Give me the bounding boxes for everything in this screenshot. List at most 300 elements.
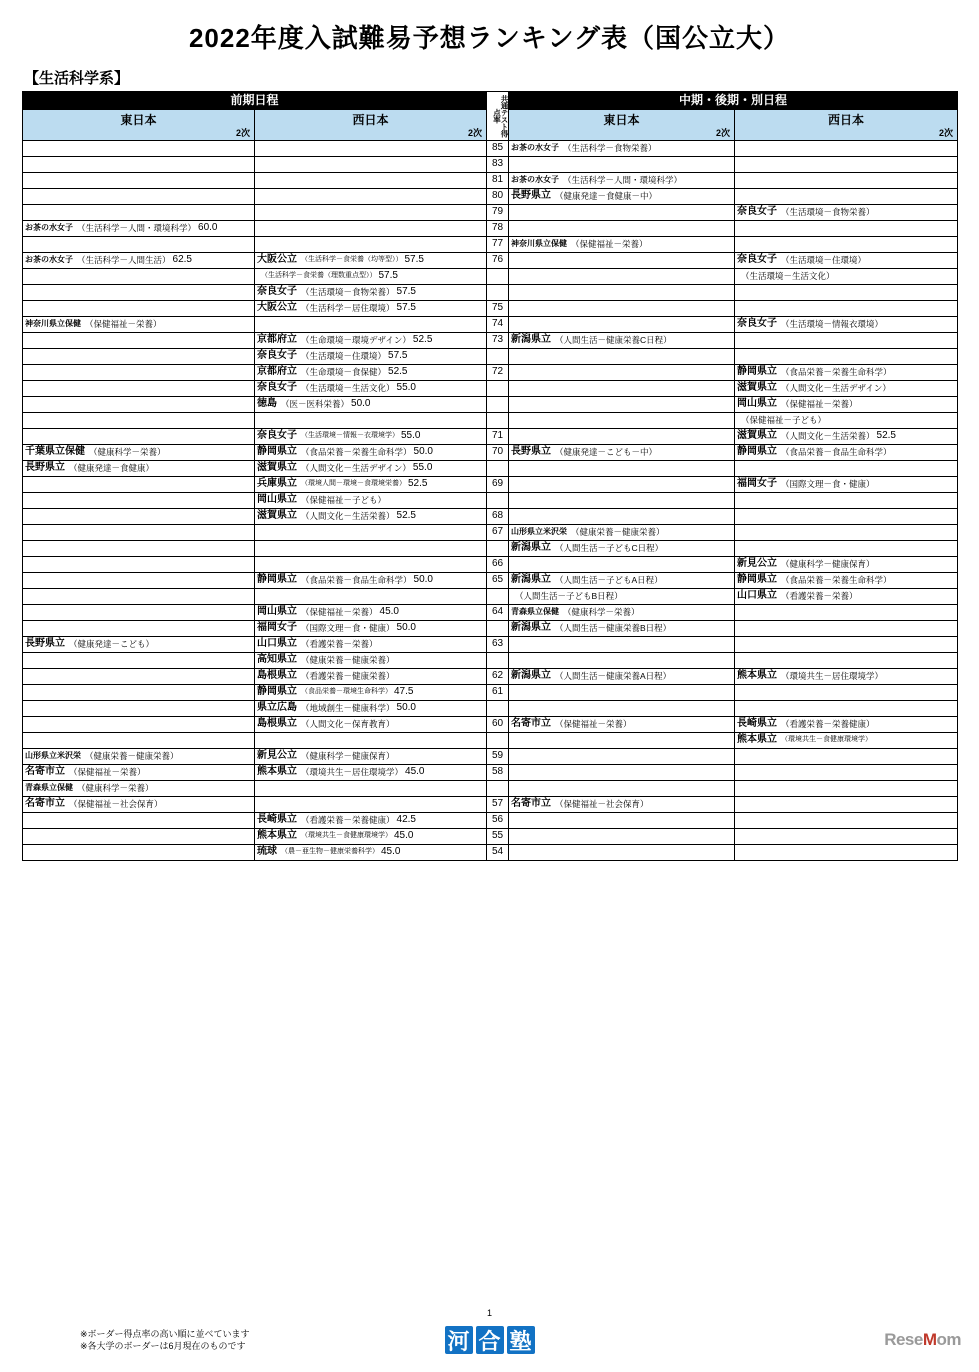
cell-zenki-nishi (255, 365, 487, 381)
faculty-name: （環境共生－居住環境学） (301, 767, 404, 777)
table-row (23, 685, 958, 701)
cell-chuki-higashi (509, 781, 735, 797)
empty-cell (735, 765, 957, 780)
empty-cell (23, 429, 254, 444)
university-name: 長野県立 (511, 446, 552, 457)
cell-chuki-nishi (735, 365, 958, 381)
table-row (23, 173, 958, 189)
entry (511, 525, 667, 539)
university-name: 福岡女子 (257, 622, 297, 633)
empty-cell (255, 173, 486, 188)
entry (737, 477, 877, 491)
cell-chuki-higashi (509, 269, 735, 285)
cell-chuki-higashi (509, 733, 735, 749)
cell-chuki-higashi (509, 365, 735, 381)
faculty-name: （看護栄養－栄養健康） (301, 815, 395, 825)
cell-zenki-nishi (255, 333, 487, 349)
faculty-name: （健康栄養－健康栄養） (85, 751, 179, 761)
faculty-name: （生活科学－人間生活） (77, 255, 171, 265)
table-row (23, 733, 958, 749)
university-name: 熊本県立 (257, 830, 297, 841)
empty-cell (735, 813, 957, 828)
kyotsu-score-value: 70 (491, 446, 504, 457)
cell-zenki-higashi (23, 429, 255, 445)
cell-zenki-nishi (255, 221, 487, 237)
empty-cell (509, 781, 734, 796)
cell-zenki-nishi (255, 717, 487, 733)
university-name: 名寄市立 (511, 718, 552, 729)
empty-cell (509, 365, 734, 380)
university-name: 熊本県立 (737, 670, 778, 681)
cell-zenki-higashi (23, 365, 255, 381)
cell-chuki-higashi (509, 477, 735, 493)
empty-cell (255, 589, 486, 604)
header-kyotsu (487, 92, 509, 141)
cell-zenki-nishi (255, 269, 487, 285)
cell-zenki-higashi (23, 173, 255, 189)
entry (257, 621, 416, 635)
entry (257, 765, 424, 779)
empty-cell (23, 397, 254, 412)
table-row (23, 509, 958, 525)
university-name: 琉球 (257, 846, 277, 857)
cell-kyotsu-score (487, 669, 509, 685)
secondary-score: 50.0 (413, 446, 433, 457)
table-row (23, 493, 958, 509)
cell-chuki-nishi (735, 141, 958, 157)
faculty-name: （看護栄養－健康栄養） (301, 671, 395, 681)
cell-zenki-nishi (255, 797, 487, 813)
entry (737, 573, 894, 587)
cell-chuki-nishi (735, 685, 958, 701)
table-row (23, 253, 958, 269)
empty-cell (23, 541, 254, 556)
kyotsu-score-value: 60 (491, 718, 504, 729)
university-name: 島根県立 (257, 718, 297, 729)
faculty-name: （医－医科栄養） (281, 399, 350, 409)
cell-zenki-nishi (255, 733, 487, 749)
entry (25, 461, 156, 475)
secondary-score: 60.0 (198, 222, 218, 233)
university-name: 静岡県立 (257, 686, 297, 697)
cell-zenki-higashi (23, 381, 255, 397)
entry (511, 621, 673, 635)
faculty-name: （環境人間－環境－食環境栄養） (301, 480, 406, 487)
cell-kyotsu-score (487, 845, 509, 861)
cell-chuki-nishi (735, 845, 958, 861)
secondary-score: 57.5 (396, 286, 416, 297)
kyotsu-score-value: 61 (491, 686, 504, 697)
university-name: 奈良女子 (737, 206, 778, 217)
university-name: 山口県立 (737, 590, 778, 601)
cell-chuki-higashi (509, 589, 735, 605)
faculty-name: （健康科学－栄養） (77, 783, 154, 793)
secondary-score: 55.0 (401, 430, 421, 441)
faculty-name: （保健福祉－子ども） (741, 415, 827, 425)
entry (257, 461, 432, 475)
cell-kyotsu-score (487, 365, 509, 381)
cell-zenki-higashi (23, 221, 255, 237)
cell-kyotsu-score (487, 397, 509, 413)
header-chuki-nishi (735, 110, 958, 141)
faculty-name: （生活科学－食栄養（均等型）） (301, 256, 403, 263)
faculty-name: （健康科学－栄養） (89, 447, 166, 457)
university-name: 神奈川県立保健 (25, 319, 81, 328)
logo-char-2: 合 (476, 1326, 504, 1354)
university-name: 新潟県立 (511, 670, 552, 681)
university-name: お茶の水女子 (25, 255, 73, 264)
entry (737, 253, 868, 267)
cell-chuki-nishi (735, 205, 958, 221)
empty-cell (735, 701, 957, 716)
cell-zenki-higashi (23, 493, 255, 509)
university-name: 静岡県立 (737, 366, 778, 377)
faculty-name: （健康栄養－健康栄養） (571, 527, 665, 537)
faculty-name: （人間文化－生活栄養） (301, 511, 395, 521)
cell-zenki-higashi (23, 397, 255, 413)
cell-kyotsu-score (487, 317, 509, 333)
cell-chuki-nishi (735, 477, 958, 493)
kyotsu-score-value: 69 (491, 478, 504, 489)
cell-zenki-nishi (255, 237, 487, 253)
faculty-name: （生活環境－食物栄養） (301, 287, 395, 297)
entry (257, 269, 398, 283)
cell-chuki-nishi (735, 653, 958, 669)
cell-kyotsu-score (487, 589, 509, 605)
table-row (23, 781, 958, 797)
header-zenki-nishi (255, 110, 487, 141)
cell-zenki-higashi (23, 477, 255, 493)
cell-chuki-higashi (509, 557, 735, 573)
entry (25, 253, 192, 267)
logo-char-1: 河 (445, 1326, 473, 1354)
table-row (23, 749, 958, 765)
faculty-name: （健康栄養－健康栄養） (301, 655, 395, 665)
entry (257, 717, 397, 731)
faculty-name: （生命環境－環境デザイン） (301, 335, 411, 345)
entry (737, 397, 860, 411)
entry (257, 285, 416, 299)
cell-zenki-nishi (255, 701, 487, 717)
empty-cell (735, 461, 957, 476)
empty-cell (255, 189, 486, 204)
university-name: 大阪公立 (257, 254, 297, 265)
table-row (23, 621, 958, 637)
faculty-name: （人間文化－生活デザイン） (781, 383, 891, 393)
table-row (23, 317, 958, 333)
cell-zenki-nishi (255, 589, 487, 605)
cell-zenki-nishi (255, 541, 487, 557)
empty-cell (255, 525, 486, 540)
university-name: 大阪公立 (257, 302, 297, 313)
secondary-score: 57.5 (378, 270, 398, 281)
header-zenki-nishi-label: 西日本 (352, 113, 389, 127)
kyotsu-score-value: 62 (491, 670, 504, 681)
cell-kyotsu-score (487, 749, 509, 765)
cell-kyotsu-score (487, 509, 509, 525)
cell-chuki-higashi (509, 541, 735, 557)
empty-cell (735, 637, 957, 652)
cell-chuki-higashi (509, 637, 735, 653)
cell-zenki-higashi (23, 349, 255, 365)
cell-chuki-nishi (735, 253, 958, 269)
cell-zenki-higashi (23, 461, 255, 477)
table-row (23, 605, 958, 621)
cell-zenki-higashi (23, 685, 255, 701)
faculty-name: （人間生活－健康栄養B日程） (555, 623, 672, 633)
secondary-score: 57.5 (388, 350, 408, 361)
table-row (23, 797, 958, 813)
secondary-score: 50.0 (396, 622, 416, 633)
entry (257, 813, 416, 827)
cell-zenki-higashi (23, 669, 255, 685)
university-name: 長野県立 (511, 190, 552, 201)
cell-kyotsu-score (487, 237, 509, 253)
table-row (23, 653, 958, 669)
cell-chuki-nishi (735, 461, 958, 477)
university-name: 兵庫県立 (257, 478, 297, 489)
table-row (23, 669, 958, 685)
cell-chuki-nishi (735, 509, 958, 525)
secondary-score: 52.5 (412, 334, 433, 345)
entry (511, 589, 625, 603)
cell-kyotsu-score (487, 765, 509, 781)
kawaijuku-logo (445, 1326, 535, 1354)
secondary-score: 62.5 (172, 254, 192, 265)
cell-zenki-nishi (255, 749, 487, 765)
empty-cell (23, 333, 254, 348)
faculty-name: （保健福祉－子ども） (301, 495, 387, 505)
empty-cell (23, 685, 254, 700)
entry (511, 669, 673, 683)
university-name: 長崎県立 (737, 718, 778, 729)
cell-chuki-higashi (509, 349, 735, 365)
faculty-name: （生活科学－居住環境） (301, 303, 395, 313)
cell-chuki-higashi (509, 573, 735, 589)
faculty-name: （保健福祉－栄養） (555, 719, 632, 729)
cell-zenki-higashi (23, 733, 255, 749)
cell-kyotsu-score (487, 701, 509, 717)
cell-kyotsu-score (487, 157, 509, 173)
university-name: 静岡県立 (257, 446, 297, 457)
faculty-name: （生活環境－住環境） (781, 255, 867, 265)
kyotsu-score-value: 76 (491, 254, 504, 265)
empty-cell (509, 397, 734, 412)
cell-chuki-nishi (735, 813, 958, 829)
secondary-score: 50.0 (413, 574, 433, 585)
faculty-name: （生活環境－住環境） (301, 351, 387, 361)
cell-kyotsu-score (487, 525, 509, 541)
cell-zenki-higashi (23, 541, 255, 557)
faculty-name: （環境共生－居住環境学） (781, 671, 884, 681)
faculty-name: （保健福祉－栄養） (781, 399, 858, 409)
cell-chuki-higashi (509, 429, 735, 445)
kyotsu-score-value: 85 (491, 142, 504, 153)
empty-cell (255, 781, 486, 796)
entry (511, 173, 684, 187)
cell-chuki-nishi (735, 317, 958, 333)
cell-zenki-higashi (23, 269, 255, 285)
empty-cell (23, 157, 254, 172)
cell-chuki-higashi (509, 605, 735, 621)
cell-zenki-nishi (255, 189, 487, 205)
cell-kyotsu-score (487, 445, 509, 461)
table-row (23, 765, 958, 781)
cell-zenki-higashi (23, 781, 255, 797)
secondary-score: 52.5 (408, 478, 428, 489)
cell-kyotsu-score (487, 349, 509, 365)
table-row (23, 285, 958, 301)
cell-kyotsu-score (487, 205, 509, 221)
entry (737, 317, 885, 331)
kyotsu-score-value: 65 (491, 574, 504, 585)
university-name: 新潟県立 (511, 334, 552, 345)
cell-zenki-higashi (23, 797, 255, 813)
empty-cell (735, 301, 957, 316)
cell-zenki-nishi (255, 621, 487, 637)
table-row (23, 845, 958, 861)
cell-kyotsu-score (487, 685, 509, 701)
faculty-name: （生活環境－生活文化） (301, 383, 395, 393)
page-title: 2022年度入試難易予想ランキング表（国公立大） (188, 23, 791, 53)
entry (257, 429, 420, 443)
university-name: 千葉県立保健 (25, 446, 85, 457)
empty-cell (735, 653, 957, 668)
cell-chuki-nishi (735, 669, 958, 685)
cell-kyotsu-score (487, 461, 509, 477)
footer-note-1: ※ボーダー得点率の高い順に並べています (80, 1328, 250, 1339)
cell-zenki-nishi (255, 813, 487, 829)
cell-chuki-higashi (509, 285, 735, 301)
cell-zenki-nishi (255, 173, 487, 189)
cell-zenki-nishi (255, 413, 487, 429)
cell-chuki-nishi (735, 189, 958, 205)
empty-cell (735, 541, 957, 556)
logo-char-3: 塾 (507, 1326, 535, 1354)
faculty-name: （健康科学－栄養） (563, 607, 640, 617)
secondary-score: 55.0 (412, 462, 433, 473)
table-row (23, 589, 958, 605)
empty-cell (509, 381, 734, 396)
empty-cell (509, 301, 734, 316)
university-name: 熊本県立 (737, 734, 778, 745)
cell-zenki-nishi (255, 557, 487, 573)
entry (737, 445, 894, 459)
entry (25, 765, 148, 779)
table-row (23, 557, 958, 573)
cell-chuki-higashi (509, 765, 735, 781)
university-name: 滋賀県立 (257, 462, 297, 473)
kyotsu-score-value: 58 (491, 766, 504, 777)
empty-cell (23, 525, 254, 540)
university-name: 奈良女子 (257, 286, 297, 297)
cell-zenki-nishi (255, 845, 487, 861)
entry (737, 413, 828, 427)
entry (257, 493, 388, 507)
faculty-name: （環境共生－食健康環境学） (301, 832, 392, 839)
faculty-name: （保健福祉－栄養） (571, 239, 648, 249)
university-name: 神奈川県立保健 (511, 239, 568, 248)
entry (257, 509, 416, 523)
cell-chuki-nishi (735, 765, 958, 781)
secondary-score: 45.0 (394, 830, 414, 841)
cell-chuki-nishi (735, 525, 958, 541)
cell-zenki-higashi (23, 605, 255, 621)
cell-chuki-nishi (735, 493, 958, 509)
table-row (23, 189, 958, 205)
cell-zenki-higashi (23, 749, 255, 765)
university-name: 新潟県立 (511, 622, 552, 633)
cell-chuki-nishi (735, 589, 958, 605)
header-chuki-nishi-niji: 2次 (939, 128, 954, 138)
table-row (23, 141, 958, 157)
university-name: 名寄市立 (25, 766, 65, 777)
secondary-score: 45.0 (381, 846, 401, 857)
university-name: 滋賀県立 (737, 382, 778, 393)
empty-cell (735, 157, 957, 172)
cell-chuki-nishi (735, 445, 958, 461)
table-row (23, 221, 958, 237)
cell-chuki-higashi (509, 317, 735, 333)
cell-chuki-higashi (509, 525, 735, 541)
cell-chuki-nishi (735, 237, 958, 253)
empty-cell (23, 301, 254, 316)
empty-cell (509, 733, 734, 748)
cell-chuki-higashi (509, 493, 735, 509)
footer-note-2: ※各大学のボーダーは6月現在のものです (80, 1340, 246, 1351)
cell-kyotsu-score (487, 333, 509, 349)
faculty-name: （看護栄養－栄養健康） (781, 719, 875, 729)
faculty-name: （健康科学－健康保育） (781, 559, 875, 569)
cell-chuki-higashi (509, 253, 735, 269)
faculty-name: （生活環境－食物栄養） (781, 207, 875, 217)
empty-cell (735, 845, 957, 860)
cell-zenki-higashi (23, 701, 255, 717)
university-name: 奈良女子 (257, 350, 297, 361)
university-name: 奈良女子 (257, 430, 297, 441)
cell-chuki-higashi (509, 797, 735, 813)
kyotsu-score-value: 64 (491, 606, 504, 617)
cell-chuki-higashi (509, 205, 735, 221)
faculty-name: （農－亜生物－健康栄養科学） (281, 848, 379, 855)
kyotsu-score-value: 55 (491, 830, 504, 841)
faculty-name: （人間生活－健康栄養A日程） (555, 671, 672, 681)
cell-kyotsu-score (487, 557, 509, 573)
cell-chuki-nishi (735, 381, 958, 397)
faculty-name: （保健福祉－栄養） (85, 319, 162, 329)
empty-cell (23, 813, 254, 828)
cell-kyotsu-score (487, 717, 509, 733)
faculty-name: （人間生活－健康栄養C日程） (555, 335, 672, 345)
cell-zenki-nishi (255, 829, 487, 845)
header-zenki-higashi (23, 110, 255, 141)
entry (257, 669, 397, 683)
entry (737, 733, 874, 747)
kyotsu-score-value: 77 (491, 238, 504, 249)
table-row (23, 573, 958, 589)
university-name: 静岡県立 (737, 446, 778, 457)
entry (257, 333, 432, 347)
university-name: 長野県立 (25, 638, 65, 649)
cell-chuki-nishi (735, 829, 958, 845)
kyotsu-score-value: 67 (491, 526, 504, 537)
empty-cell (23, 365, 254, 380)
cell-chuki-higashi (509, 685, 735, 701)
university-name: 奈良女子 (737, 254, 778, 265)
empty-cell (255, 797, 486, 812)
table-row (23, 333, 958, 349)
university-name: 新見公立 (737, 558, 778, 569)
